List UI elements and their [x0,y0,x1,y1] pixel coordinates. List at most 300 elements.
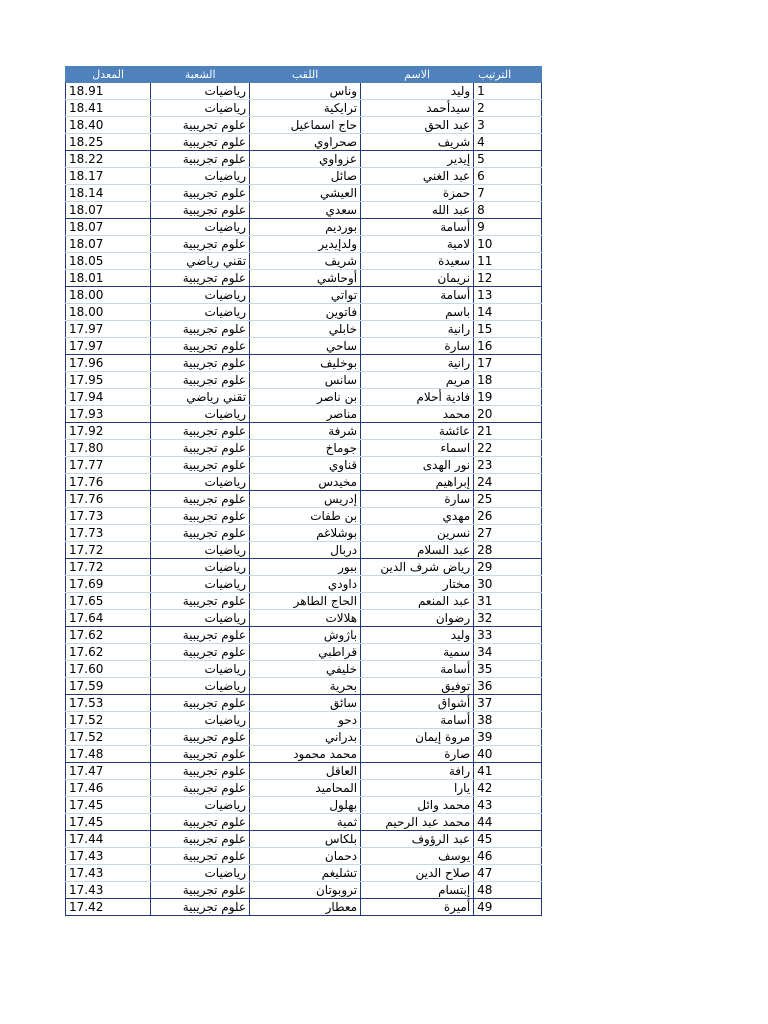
cell-last-name: قناوي [250,457,361,474]
table-row [66,865,542,882]
cell-branch: رياضيات [151,83,250,100]
cell-branch: رياضيات [151,712,250,729]
cell-branch: علوم تجريبية [151,321,250,338]
cell-last-name: العاقل [250,763,361,780]
cell-last-name: المحاميد [250,780,361,797]
cell-rank: 26 [474,508,542,525]
cell-branch: رياضيات [151,406,250,423]
cell-rank: 3 [474,117,542,134]
cell-first-name: عبد الرؤوف [361,831,474,848]
cell-last-name: بن طفات [250,508,361,525]
table-row [66,627,542,644]
cell-rank: 7 [474,185,542,202]
cell-average: 18.00 [66,287,151,304]
cell-last-name: مناصر [250,406,361,423]
table-row [66,559,542,576]
cell-last-name: تشليغم [250,865,361,882]
cell-average: 17.60 [66,661,151,678]
cell-first-name: مهدي [361,508,474,525]
cell-rank: 43 [474,797,542,814]
cell-rank: 33 [474,627,542,644]
cell-last-name: شريف [250,253,361,270]
cell-first-name: نريمان [361,270,474,287]
table-row [66,185,542,202]
cell-branch: علوم تجريبية [151,372,250,389]
cell-rank: 10 [474,236,542,253]
cell-last-name: وناس [250,83,361,100]
cell-last-name: محمد محمود [250,746,361,763]
cell-rank: 35 [474,661,542,678]
cell-average: 17.42 [66,899,151,916]
cell-first-name: مختار [361,576,474,593]
cell-rank: 36 [474,678,542,695]
cell-rank: 47 [474,865,542,882]
cell-first-name: أسامة [361,287,474,304]
cell-last-name: أوحاشي [250,270,361,287]
cell-last-name: عزواوي [250,151,361,168]
cell-last-name: بحرية [250,678,361,695]
cell-first-name: صارة [361,746,474,763]
cell-branch: علوم تجريبية [151,134,250,151]
cell-last-name: العيشي [250,185,361,202]
cell-branch: رياضيات [151,678,250,695]
table-row [66,899,542,916]
cell-last-name: صائل [250,168,361,185]
cell-first-name: يوسف [361,848,474,865]
table-row [66,814,542,831]
cell-branch: رياضيات [151,797,250,814]
cell-first-name: عبد الحق [361,117,474,134]
table-row [66,763,542,780]
cell-rank: 12 [474,270,542,287]
cell-last-name: قراطبي [250,644,361,661]
table-row [66,321,542,338]
table-row [66,440,542,457]
cell-last-name: شرفة [250,423,361,440]
cell-average: 18.07 [66,219,151,236]
cell-first-name: توفيق [361,678,474,695]
cell-rank: 32 [474,610,542,627]
cell-last-name: ترايكية [250,100,361,117]
cell-rank: 21 [474,423,542,440]
cell-last-name: بوشلاغم [250,525,361,542]
cell-branch: علوم تجريبية [151,627,250,644]
cell-average: 18.25 [66,134,151,151]
table-row [66,372,542,389]
cell-rank: 20 [474,406,542,423]
cell-branch: علوم تجريبية [151,440,250,457]
cell-rank: 18 [474,372,542,389]
table-row [66,695,542,712]
cell-branch: علوم تجريبية [151,593,250,610]
table-row [66,236,542,253]
cell-first-name: عائشة [361,423,474,440]
cell-last-name: مخيدس [250,474,361,491]
cell-first-name: وليد [361,627,474,644]
cell-last-name: بورديم [250,219,361,236]
table-row [66,338,542,355]
cell-average: 17.92 [66,423,151,440]
cell-branch: رياضيات [151,304,250,321]
cell-first-name: رياض شرف الدين [361,559,474,576]
cell-branch: علوم تجريبية [151,457,250,474]
cell-average: 17.65 [66,593,151,610]
cell-first-name: رانية [361,321,474,338]
header-row [66,67,542,83]
cell-average: 17.76 [66,491,151,508]
table-row [66,491,542,508]
cell-first-name: نسرين [361,525,474,542]
cell-last-name: الحاج الطاهر [250,593,361,610]
cell-rank: 39 [474,729,542,746]
cell-rank: 5 [474,151,542,168]
table-row [66,100,542,117]
cell-average: 18.91 [66,83,151,100]
cell-rank: 40 [474,746,542,763]
cell-average: 17.43 [66,848,151,865]
table-row [66,610,542,627]
cell-rank: 1 [474,83,542,100]
cell-branch: رياضيات [151,542,250,559]
cell-branch: علوم تجريبية [151,491,250,508]
cell-branch: علوم تجريبية [151,780,250,797]
table-row [66,457,542,474]
cell-average: 17.72 [66,542,151,559]
cell-average: 18.00 [66,304,151,321]
table-row [66,287,542,304]
cell-average: 17.43 [66,865,151,882]
cell-average: 18.07 [66,202,151,219]
cell-average: 17.77 [66,457,151,474]
cell-rank: 6 [474,168,542,185]
cell-branch: رياضيات [151,168,250,185]
table-row [66,661,542,678]
cell-rank: 42 [474,780,542,797]
cell-last-name: ساحي [250,338,361,355]
cell-first-name: أسامة [361,712,474,729]
cell-rank: 14 [474,304,542,321]
cell-branch: علوم تجريبية [151,185,250,202]
header-last-name: اللقب [250,67,361,83]
cell-average: 17.45 [66,814,151,831]
cell-first-name: رانية [361,355,474,372]
cell-average: 17.73 [66,508,151,525]
cell-first-name: أسامة [361,661,474,678]
table-row [66,729,542,746]
table-row [66,542,542,559]
cell-branch: علوم تجريبية [151,151,250,168]
cell-last-name: تواتي [250,287,361,304]
cell-branch: رياضيات [151,661,250,678]
cell-rank: 2 [474,100,542,117]
cell-last-name: جوماخ [250,440,361,457]
cell-rank: 44 [474,814,542,831]
cell-branch: علوم تجريبية [151,644,250,661]
cell-last-name: سائق [250,695,361,712]
cell-first-name: مروة إيمان [361,729,474,746]
cell-first-name: نور الهدى [361,457,474,474]
cell-last-name: ولدإيدير [250,236,361,253]
cell-rank: 37 [474,695,542,712]
cell-average: 17.44 [66,831,151,848]
table-row [66,117,542,134]
cell-last-name: بهلول [250,797,361,814]
table-row [66,746,542,763]
cell-last-name: معطار [250,899,361,916]
cell-average: 17.94 [66,389,151,406]
cell-average: 17.47 [66,763,151,780]
cell-average: 17.53 [66,695,151,712]
header-average: المعدل [66,67,151,83]
cell-branch: علوم تجريبية [151,525,250,542]
cell-average: 18.17 [66,168,151,185]
cell-branch: رياضيات [151,865,250,882]
cell-average: 18.40 [66,117,151,134]
table-row [66,882,542,899]
table-row [66,576,542,593]
cell-rank: 46 [474,848,542,865]
table-row [66,168,542,185]
cell-first-name: أسامة [361,219,474,236]
table-row [66,593,542,610]
cell-average: 17.52 [66,712,151,729]
cell-first-name: رافة [361,763,474,780]
table-row [66,644,542,661]
cell-branch: علوم تجريبية [151,848,250,865]
cell-last-name: صحراوي [250,134,361,151]
cell-first-name: محمد [361,406,474,423]
table-row [66,423,542,440]
cell-average: 17.96 [66,355,151,372]
table-row [66,202,542,219]
cell-rank: 24 [474,474,542,491]
cell-rank: 38 [474,712,542,729]
cell-first-name: عبد المنعم [361,593,474,610]
cell-rank: 45 [474,831,542,848]
table-row [66,525,542,542]
cell-branch: علوم تجريبية [151,814,250,831]
cell-first-name: شريف [361,134,474,151]
cell-first-name: إبتسام [361,882,474,899]
cell-last-name: باژوش [250,627,361,644]
cell-branch: رياضيات [151,287,250,304]
table-row [66,304,542,321]
cell-branch: علوم تجريبية [151,270,250,287]
cell-rank: 19 [474,389,542,406]
cell-branch: تقني رياضي [151,389,250,406]
cell-first-name: فادية أحلام [361,389,474,406]
cell-branch: رياضيات [151,219,250,236]
cell-average: 17.93 [66,406,151,423]
cell-branch: علوم تجريبية [151,338,250,355]
table-row [66,848,542,865]
cell-last-name: بوخليف [250,355,361,372]
cell-rank: 41 [474,763,542,780]
cell-last-name: سعدي [250,202,361,219]
table-row [66,151,542,168]
cell-rank: 22 [474,440,542,457]
cell-rank: 16 [474,338,542,355]
cell-last-name: ببور [250,559,361,576]
cell-average: 18.14 [66,185,151,202]
table-row [66,797,542,814]
cell-rank: 34 [474,644,542,661]
cell-first-name: سعيدة [361,253,474,270]
cell-first-name: إبراهيم [361,474,474,491]
cell-average: 17.72 [66,559,151,576]
cell-last-name: فاتوين [250,304,361,321]
cell-branch: رياضيات [151,474,250,491]
table-row [66,389,542,406]
cell-rank: 27 [474,525,542,542]
table-row [66,831,542,848]
cell-average: 17.48 [66,746,151,763]
cell-average: 17.76 [66,474,151,491]
cell-average: 17.59 [66,678,151,695]
cell-first-name: عبد الغني [361,168,474,185]
cell-first-name: عبد السلام [361,542,474,559]
cell-average: 17.97 [66,338,151,355]
cell-average: 18.07 [66,236,151,253]
cell-last-name: حاج اسماعيل [250,117,361,134]
cell-rank: 31 [474,593,542,610]
cell-branch: علوم تجريبية [151,763,250,780]
cell-branch: علوم تجريبية [151,236,250,253]
cell-rank: 25 [474,491,542,508]
cell-rank: 28 [474,542,542,559]
header-rank: الترتيب [474,67,542,83]
cell-branch: رياضيات [151,559,250,576]
cell-branch: رياضيات [151,100,250,117]
table-row [66,406,542,423]
cell-first-name: مريم [361,372,474,389]
cell-first-name: اسماء [361,440,474,457]
cell-rank: 17 [474,355,542,372]
cell-rank: 15 [474,321,542,338]
cell-average: 18.05 [66,253,151,270]
cell-last-name: بدراني [250,729,361,746]
table-row [66,270,542,287]
cell-average: 17.73 [66,525,151,542]
table-body [66,83,542,916]
table-row [66,355,542,372]
cell-branch: رياضيات [151,610,250,627]
cell-rank: 29 [474,559,542,576]
cell-branch: علوم تجريبية [151,882,250,899]
table-row [66,474,542,491]
cell-first-name: إيدير [361,151,474,168]
cell-average: 18.22 [66,151,151,168]
cell-first-name: يارا [361,780,474,797]
cell-average: 17.80 [66,440,151,457]
cell-first-name: باسم [361,304,474,321]
table-row [66,219,542,236]
cell-average: 17.69 [66,576,151,593]
cell-last-name: دربال [250,542,361,559]
cell-average: 17.62 [66,644,151,661]
cell-branch: علوم تجريبية [151,831,250,848]
cell-average: 17.95 [66,372,151,389]
cell-rank: 9 [474,219,542,236]
cell-branch: تقني رياضي [151,253,250,270]
cell-rank: 48 [474,882,542,899]
table-row [66,780,542,797]
cell-first-name: سيدأحمد [361,100,474,117]
cell-rank: 11 [474,253,542,270]
header-branch: الشعبة [151,67,250,83]
cell-last-name: ثمية [250,814,361,831]
cell-last-name: دحو [250,712,361,729]
cell-first-name: محمد وائل [361,797,474,814]
cell-average: 17.46 [66,780,151,797]
cell-average: 17.43 [66,882,151,899]
cell-first-name: سارة [361,491,474,508]
cell-last-name: بن ناصر [250,389,361,406]
cell-rank: 23 [474,457,542,474]
cell-rank: 8 [474,202,542,219]
ranking-table [65,66,542,916]
cell-average: 17.62 [66,627,151,644]
cell-last-name: سانس [250,372,361,389]
cell-branch: علوم تجريبية [151,746,250,763]
cell-branch: علوم تجريبية [151,202,250,219]
cell-first-name: أميرة [361,899,474,916]
cell-branch: علوم تجريبية [151,423,250,440]
cell-average: 17.97 [66,321,151,338]
cell-average: 17.52 [66,729,151,746]
header-name: الاسم [361,67,474,83]
cell-average: 17.45 [66,797,151,814]
cell-first-name: وليد [361,83,474,100]
cell-first-name: محمد عبد الرحيم [361,814,474,831]
cell-last-name: خليفي [250,661,361,678]
cell-first-name: لامية [361,236,474,253]
cell-first-name: أشواق [361,695,474,712]
cell-rank: 4 [474,134,542,151]
cell-branch: علوم تجريبية [151,508,250,525]
cell-last-name: إدريس [250,491,361,508]
cell-first-name: صلاح الدين [361,865,474,882]
table-row [66,508,542,525]
table-row [66,712,542,729]
cell-last-name: بلكاس [250,831,361,848]
table-row [66,253,542,270]
table-row [66,134,542,151]
cell-first-name: سارة [361,338,474,355]
cell-rank: 30 [474,576,542,593]
cell-branch: علوم تجريبية [151,899,250,916]
cell-last-name: هلالات [250,610,361,627]
cell-branch: علوم تجريبية [151,695,250,712]
cell-first-name: عبد الله [361,202,474,219]
cell-average: 17.64 [66,610,151,627]
cell-branch: علوم تجريبية [151,117,250,134]
cell-last-name: تروبوتان [250,882,361,899]
cell-average: 18.41 [66,100,151,117]
cell-first-name: سمية [361,644,474,661]
cell-average: 18.01 [66,270,151,287]
cell-last-name: دحمان [250,848,361,865]
table-row [66,678,542,695]
cell-branch: علوم تجريبية [151,729,250,746]
cell-last-name: داودي [250,576,361,593]
cell-branch: رياضيات [151,576,250,593]
cell-first-name: حمزة [361,185,474,202]
cell-last-name: خابلي [250,321,361,338]
cell-branch: علوم تجريبية [151,355,250,372]
table-row [66,83,542,100]
cell-rank: 49 [474,899,542,916]
